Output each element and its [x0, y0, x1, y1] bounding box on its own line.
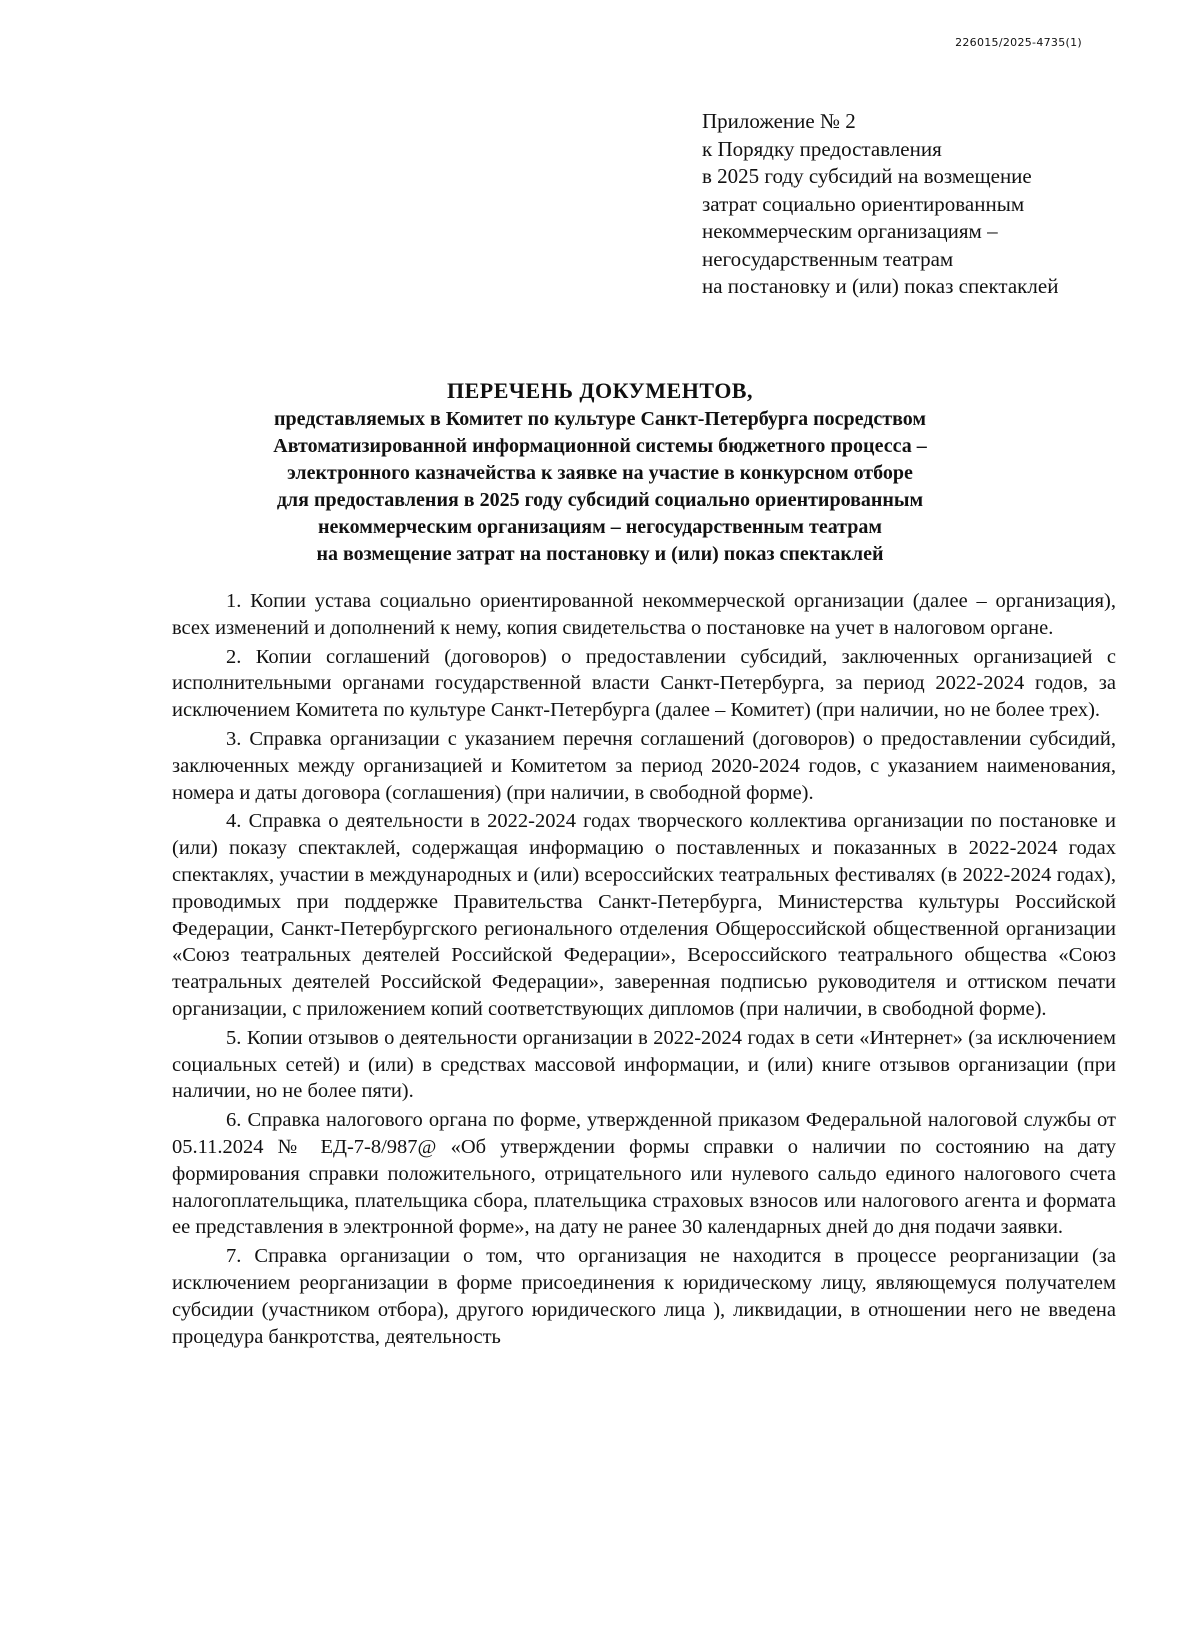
title-sub-line: Автоматизированной информационной системы бюджетного процесса –: [273, 435, 927, 457]
document-title: [120, 376, 1080, 568]
list-item-1: 1. Копии устава социально ориентированной некоммерческой организации (далее – организация), всех изменений и дополнений к нему, копия свидетельства о постановке на учет в налоговом органе.: [172, 590, 1116, 639]
annex-line: к Порядку предоставления: [702, 136, 942, 161]
document-id: 226015/2025-4735(1): [955, 36, 1082, 49]
title-sub-line: электронного казначейства к заявке на участие в конкурсном отборе: [287, 462, 913, 484]
annex-line: Приложение № 2: [702, 109, 856, 133]
document-body: [172, 588, 1116, 1352]
list-item-7: 7. Справка организации о том, что организация не находится в процессе реорганизации (за исключением реорганизации в форме присоединения к юридическому лицу, являющемуся получателем субсидии (участником отбора), другого юридического лица ), ликвидации, в отношении него не введена процедура банкротства, деятельность: [172, 1245, 1116, 1348]
list-item-3: 3. Справка организации с указанием перечня соглашений (договоров) о предоставлении субсидий, заключенных между организацией и Комитетом за период 2020-2024 годов, с указанием наименования, номера и даты договора (соглашения) (при наличии, в свободной форме).: [172, 727, 1116, 804]
title-main: ПЕРЕЧЕНЬ ДОКУМЕНТОВ,: [446, 378, 753, 403]
list-item-2: 2. Копии соглашений (договоров) о предоставлении субсидий, заключенных организацией с исполнительными органами государственной власти Санкт-Петербурга, за период 2022-2024 годов, за исключением Комитета по культуре Санкт-Петербурга (далее – Комитет) (при наличии, но не более трех).: [172, 645, 1116, 722]
list-item-5: 5. Копии отзывов о деятельности организации в 2022-2024 годах в сети «Интернет» (за исключением социальных сетей) и (или) в средствах массовой информации, и (или) книге отзывов организации (при наличии, но не более пяти).: [172, 1026, 1116, 1103]
annex-line: затрат социально ориентированным: [702, 191, 1025, 216]
annex-line: на постановку и (или) показ спектаклей: [702, 274, 1059, 298]
title-sub-line: некоммерческим организациям – негосударственным театрам: [318, 516, 882, 538]
list-item-4: 4. Справка о деятельности в 2022-2024 годах творческого коллектива организации по постановке и (или) показу спектаклей, содержащая информацию о поставленных и показанных в 2022-2024 годах спектаклях, участии в международных и (или) всероссийских театральных фестивалях (в 2022-2024 годах), проводимых при поддержке Правительства Санкт-Петербурга, Министерства культуры Российской Федерации, Санкт-Петербургского регионального отделения Общероссийской общественной организации «Союз театральных деятелей Российской Федерации», Всероссийского театрального общества «Союз театральных деятелей Российской Федерации», заверенная подписью руководителя и оттиском печати организации, с приложением копий соответствующих дипломов (при наличии, в свободной форме).: [172, 810, 1116, 1020]
title-sub-line: представляемых в Комитет по культуре Санкт-Петербурга посредством: [273, 408, 926, 430]
annex-line: негосударственным театрам: [702, 246, 954, 271]
annex-block: [702, 108, 1142, 301]
list-item-6: 6. Справка налогового органа по форме, утвержденной приказом Федеральной налоговой службы от 05.11.2024 № ЕД-7-8/987@ «Об утверждении формы справки о наличии по состоянию на дату формирования справки положительного, отрицательного или нулевого сальдо единого налогового счета налогоплательщика, плательщика сбора, плательщика страховых взносов или налогового агента и формата ее представления в электронной форме», на дату не ранее 30 календарных дней до дня подачи заявки.: [172, 1109, 1116, 1239]
title-sub-line: для предоставления в 2025 году субсидий социально ориентированным: [276, 489, 924, 511]
annex-line: в 2025 году субсидий на возмещение: [702, 164, 1032, 188]
title-sub-line: на возмещение затрат на постановку и (или) показ спектаклей: [316, 543, 884, 565]
annex-line: некоммерческим организациям –: [702, 219, 998, 243]
